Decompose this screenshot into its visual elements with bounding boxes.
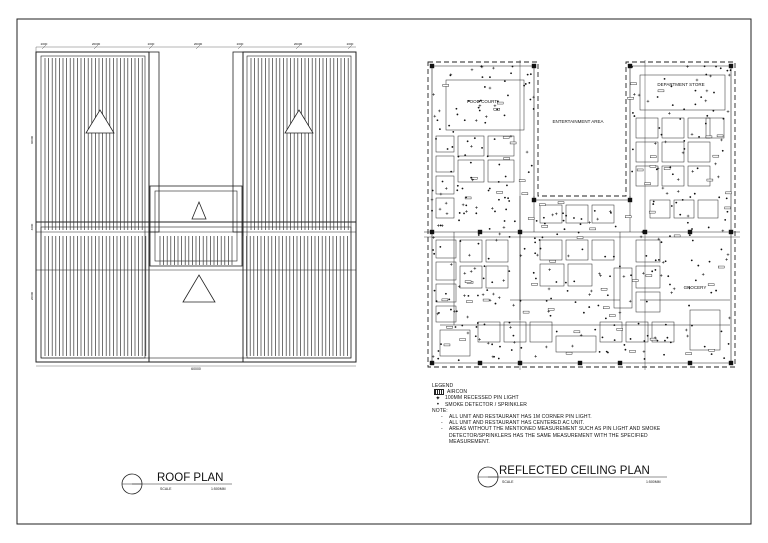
ceiling-scale-label: SCALE bbox=[502, 480, 514, 484]
food-court-label: FOOD COURT bbox=[466, 99, 498, 104]
roof-top-dimension: 2000 bbox=[236, 42, 244, 46]
reflected-ceiling-plan-drawing bbox=[424, 60, 740, 370]
roof-top-dimension: 20000 bbox=[293, 42, 303, 46]
legend-panel bbox=[432, 383, 662, 445]
legend-item-label: AIRCON bbox=[447, 389, 468, 396]
note-item: - ALL UNIT AND RESTAURANT HAS CENTERED AC UNIT. bbox=[441, 420, 662, 426]
roof-scale-value: 1:500MM bbox=[211, 487, 226, 491]
roof-plan-drawing bbox=[30, 42, 356, 371]
pin-light-icon: ✦ bbox=[435, 395, 441, 402]
slope-arrow-icon bbox=[192, 202, 206, 219]
grocery-label: GROCERY bbox=[683, 285, 707, 290]
roof-top-dimensions bbox=[41, 42, 354, 49]
entertainment-area-label: ENTERTAINMENT AREA bbox=[552, 119, 604, 124]
smoke-detector-icon: • bbox=[436, 401, 440, 408]
note-list bbox=[432, 414, 662, 445]
aircon-symbol-icon bbox=[434, 389, 444, 395]
note-heading: NOTE: bbox=[432, 407, 448, 414]
roof-top-dimension: 2000 bbox=[147, 42, 155, 46]
sheet-border bbox=[17, 19, 751, 524]
roof-bottom-dimension: 60000 bbox=[191, 367, 201, 371]
roof-plan-title-block bbox=[122, 472, 232, 494]
roof-left-dimension: 20000 bbox=[30, 291, 34, 301]
roof-top-dimension: 2000 bbox=[40, 42, 48, 46]
roof-left-dimension: 4000 bbox=[30, 223, 34, 231]
roof-top-dimension: 2000 bbox=[346, 42, 354, 46]
note-item: - AREAS WITHOUT THE MENTIONED MEASUREMENT SUCH AS PIN LIGHT AND SMOKE DETECTOR/SPRINKLERS HAS THE SAME MEASUREMENT WITH THE SPECIFIED MEASUREMENT. bbox=[441, 426, 662, 445]
rcp-fixture-marks bbox=[430, 64, 733, 365]
legend-item-label: 100MM RECESSED PIN LIGHT bbox=[445, 395, 519, 402]
legend-heading: LEGEND bbox=[432, 383, 454, 389]
department-store-label: DEPARTMENT STORE bbox=[657, 82, 705, 87]
legend-item-label: SMOKE DETECTOR / SPRINKLER bbox=[445, 401, 527, 408]
ceiling-scale-value: 1:500MM bbox=[646, 480, 661, 484]
roof-top-dimension: 20000 bbox=[91, 42, 101, 46]
roof-left-dimension: 40000 bbox=[30, 135, 34, 145]
note-item: - ALL UNIT AND RESTAURANT HAS 1M CORNER PIN LIGHT. bbox=[441, 414, 662, 420]
slope-arrow-icon bbox=[183, 275, 215, 302]
ceiling-plan-title-block bbox=[478, 465, 667, 487]
roof-scale-label: SCALE bbox=[160, 487, 172, 491]
ceiling-plan-title: REFLECTED CEILING PLAN bbox=[499, 465, 650, 477]
roof-top-dimension: 20000 bbox=[193, 42, 203, 46]
roof-plan-title: ROOF PLAN bbox=[157, 472, 224, 484]
